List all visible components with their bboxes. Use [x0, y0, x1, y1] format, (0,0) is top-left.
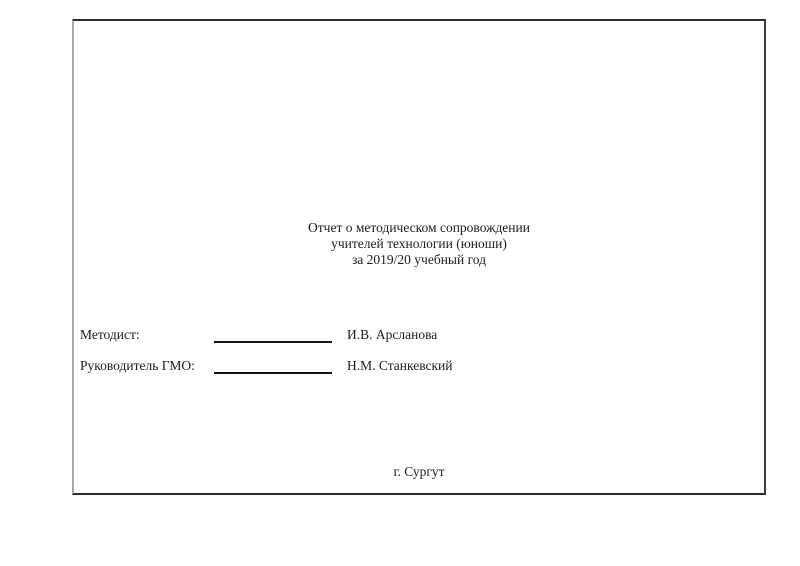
signatory-name-methodist: И.В. Арсланова	[347, 327, 438, 342]
signature-row-gmo-head	[74, 358, 764, 375]
report-title-line-1: Отчет о методическом сопровождении	[308, 220, 530, 235]
signatory-name-gmo-head: Н.М. Станкевский	[347, 358, 453, 373]
signature-row-methodist	[74, 327, 764, 344]
document-page-frame	[72, 19, 766, 495]
report-title	[74, 220, 764, 268]
signature-line-gmo-head	[214, 358, 332, 374]
signature-label-gmo-head: Руководитель ГМО:	[80, 358, 195, 373]
signature-label-methodist: Методист:	[80, 327, 140, 342]
city-footer: г. Сургут	[393, 464, 445, 479]
signature-line-methodist	[214, 327, 332, 343]
report-title-line-3: за 2019/20 учебный год	[351, 252, 487, 267]
report-title-line-2: учителей технологии (юноши)	[331, 236, 507, 251]
